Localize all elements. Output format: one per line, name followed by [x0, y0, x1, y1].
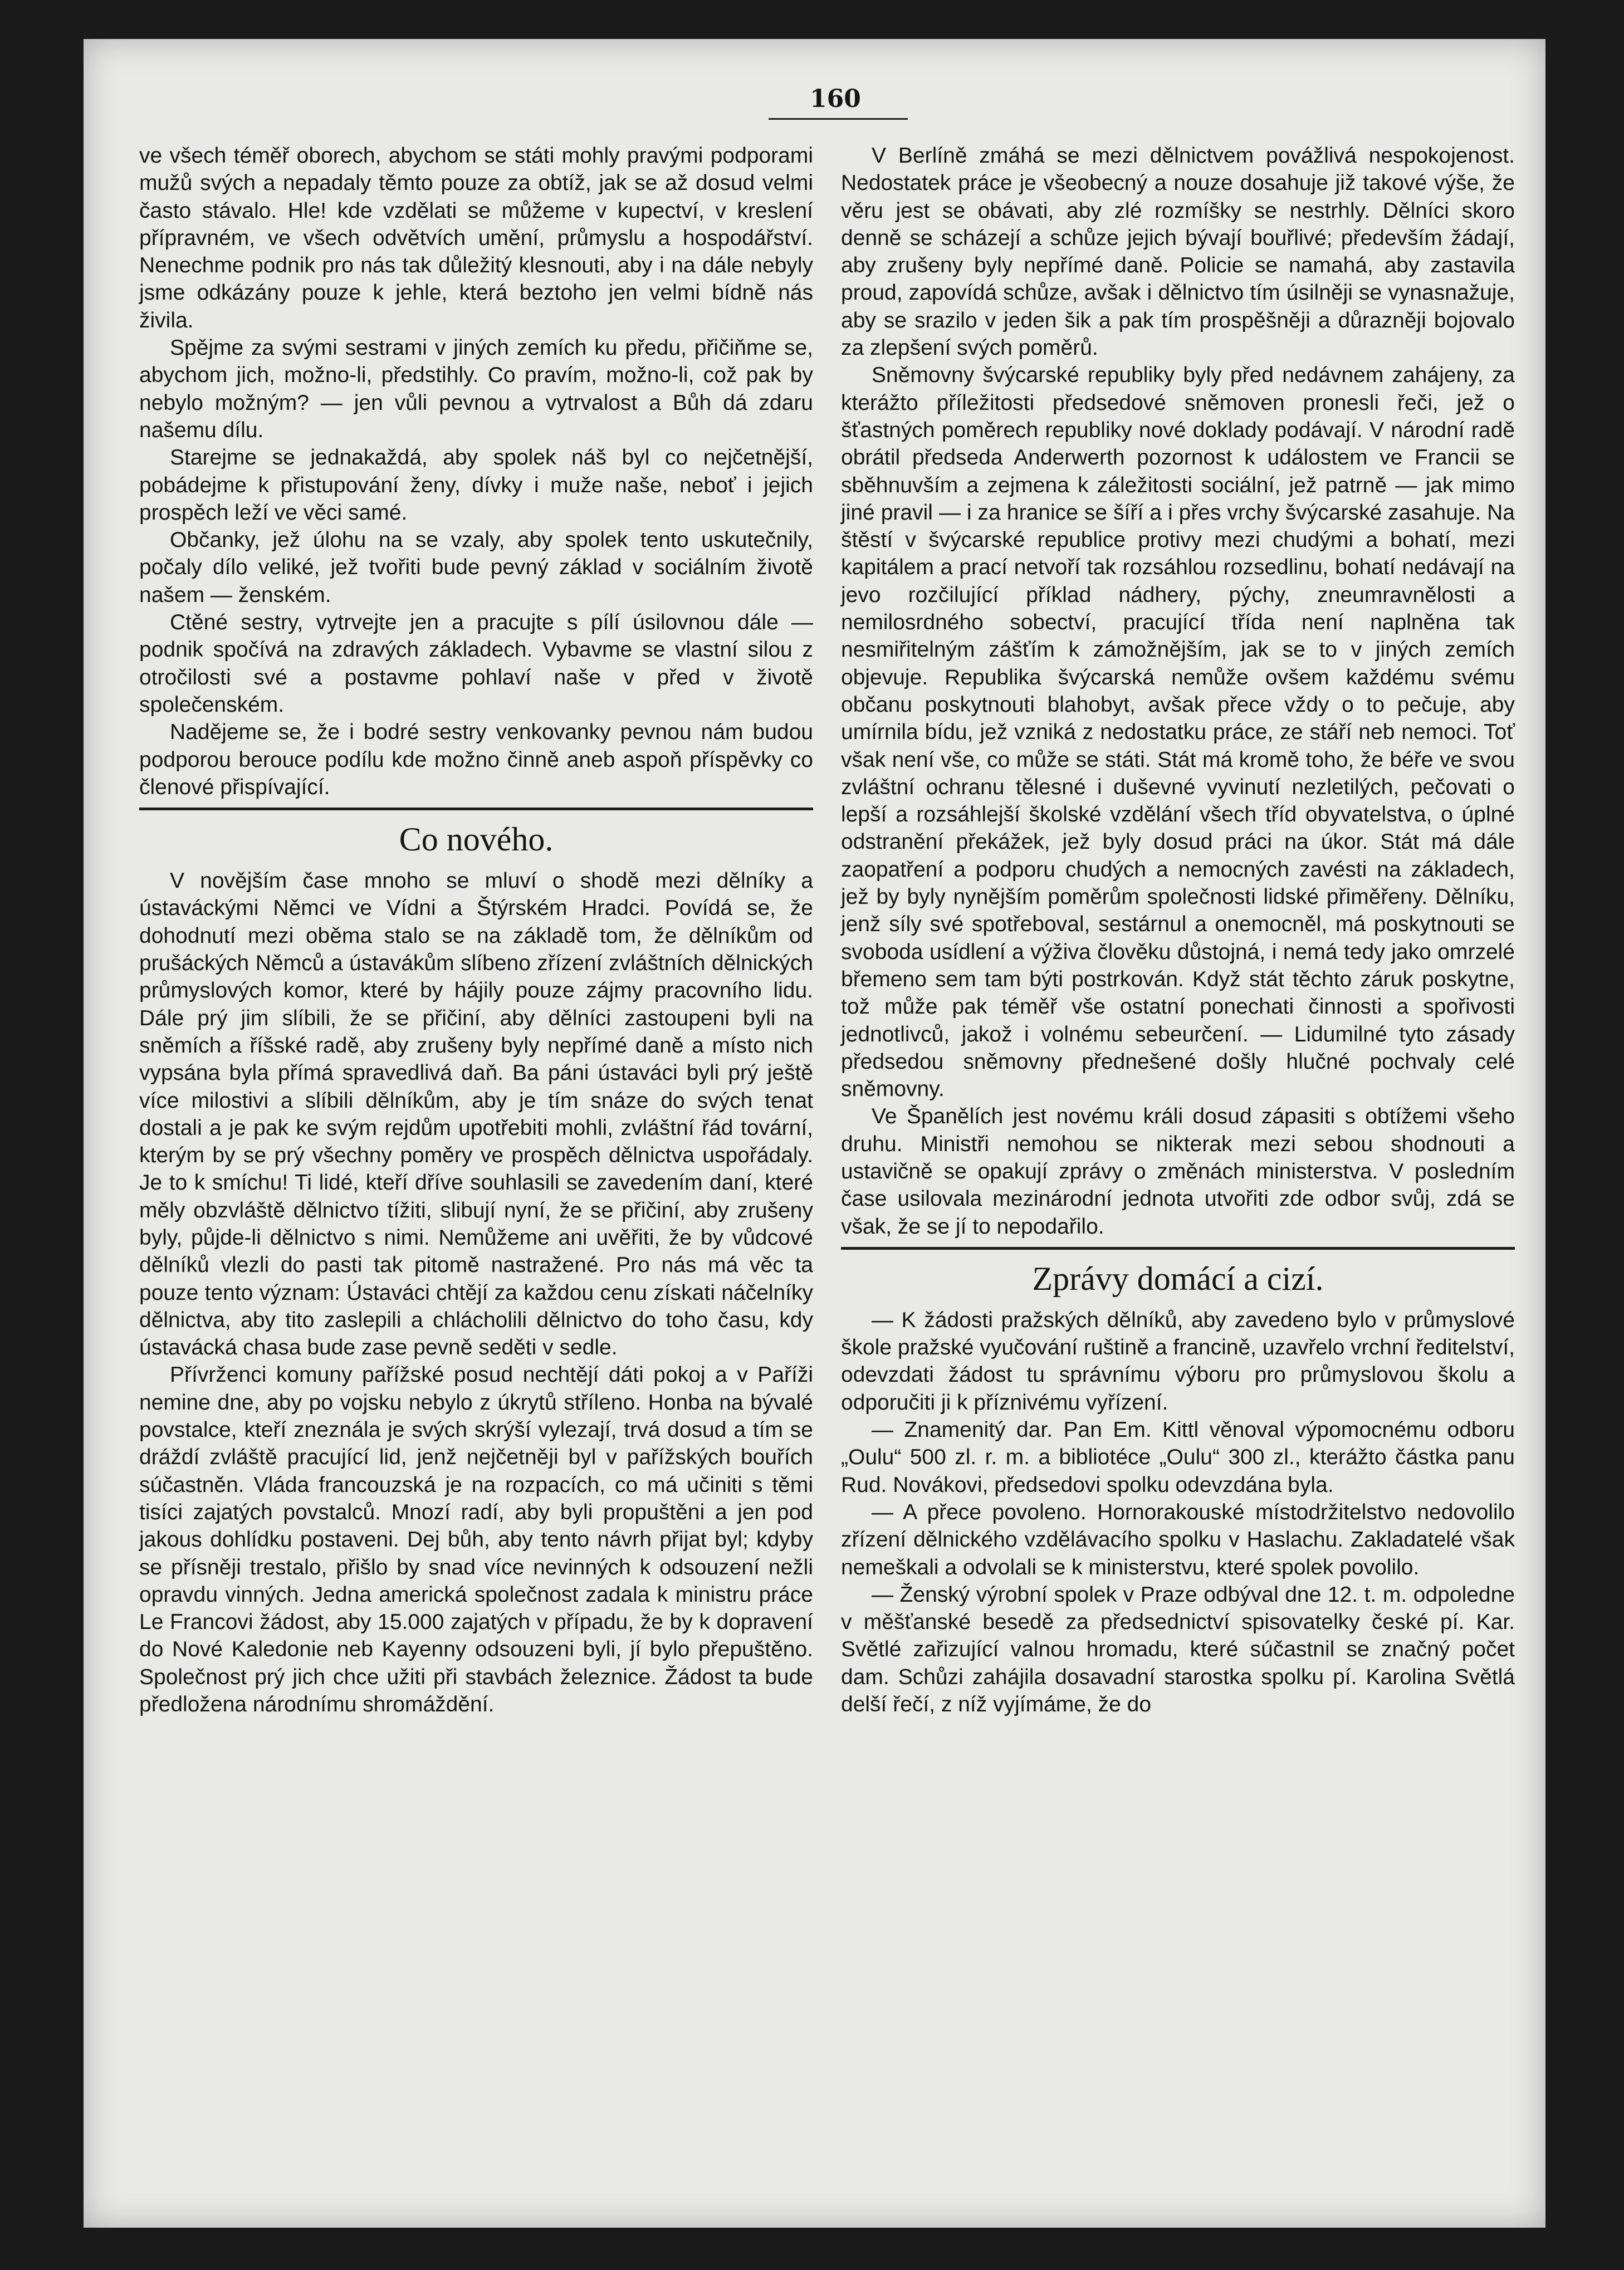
right-column — [841, 142, 1515, 1718]
news-list — [841, 1307, 1515, 1718]
section-divider — [841, 1247, 1515, 1250]
article-paragraph: ve všech téměř oborech, abychom se státi mohly pravými podporami mužů svých a nepadaly těmto pouze za obtíž, jak se až dosud velmi často stávalo. Hle! kde vzdělati se můžeme v kupectví, v kreslení přípravném, ve všech odvětvích umění, průmyslu a hospodářství. Nenechme podnik pro nás tak důležitý klesnouti, aby i na dále nebyly jsme odkázány pouze k jehle, která beztoho jen velmi bídně nás živila. — [139, 144, 813, 332]
news-item: — Ženský výrobní spolek v Praze odbýval dne 12. t. m. odpoledne v měšťanské besedě za předsednictví spisovatelky české pí. Kar. Světlé zařizující valnou hromadu, které súčastnil se značný počet dam. Schůzi zahájila dosavadní starostka spolku pí. Karolina Světlá delší řečí, z níž vyjímáme, že do — [841, 1582, 1515, 1717]
news-item: — K žádosti pražských dělníků, aby zavedeno bylo v průmyslové škole pražské vyučování ruštině a francině, uzavřelo vrchní ředitelství, odevzdati žádost tu správnímu výboru pro průmyslovou školu a odporučiti ji k příznivému vyřízení. — [841, 1308, 1515, 1415]
article-paragraph: Starejme se jednakaždá, aby spolek náš byl co nejčetnější, pobádejme k přistupování ženy, dívky i muže naše, neboť i jejich prospěch leží ve věci samé. — [139, 446, 813, 525]
article-paragraph: Nadějeme se, že i bodré sestry venkovanky pevnou nám budou podporou beroucе podílu kde možno činně aneb aspoň příspěvky co členové přispívající. — [139, 720, 813, 799]
newspaper-page — [84, 39, 1545, 2228]
news-paragraph: Přívrženci komuny pařížské posud nechtějí dáti pokoj a v Paříži nemine dne, aby po vojsku nebylo z úkrytů stříleno. Honba na bývalé povstalce, kteří zneznála je svých skrýší vylezají, trvá dosud a tím se dráždí zvláště pracující lid, jenž nejčetněji byl v pařížských bouřích súčastněn. Vláda francouzská je na rozpacích, co má učiniti s těmi tisíci zajatých povstalců. Mnozí radí, aby byli propuštěni a jen pod jakous dohlídku postaveni. Dej bůh, aby tento návrh přijat byl; kdyby se přísněji trestalo, přišlo by snad více nevinných k odsouzení nežli opravdu vinných. Jedna americká společnost zadala k ministru práce Le Francovi žádost, aby 15.000 zajatých v případu, že by k dopravení do Nové Kaledonie neb Kayenny odsouzeni byli, jí bylo přepuštěno. Společnost prý jich chce užiti při stavbách železnice. Žádost ta bude předložena národnímu shromáždění. — [139, 1363, 813, 1717]
page-number: 160 — [810, 85, 861, 113]
section-title-co-noveho: Co nového. — [399, 821, 554, 858]
article-paragraph: Spějme za svými sestrami v jiných zemích ku předu, přičiňme se, abychom jich, možno-li, předstihly. Co pravím, možno-li, což pak by nebylo možným? — jen vůli pevnou a vytrvalost a Bůh dá zdaru našemu dílu. — [139, 336, 813, 442]
news-paragraph: V novějším čase mnoho se mluví o shodě mezi dělníky a ústaváckými Němci ve Vídni a Štýrském Hradci. Povídá se, že dohodnutí mezi oběma stalo se na základě tom, že dělníkům od prušáckých Němců a ústavákům slíbeno zřízení zvláštních dělnických průmyslových komor, které by hájily pouze zájmy pracovního lidu. Dále prý jim slíbili, že se přičiní, aby dělníci zastoupeni byli na sněmích a říšské radě, aby zrušeny byly nepřímé daně a místo nich vypsána byla přímá spravedlivá daň. Ba páni ústaváci byli prý ještě více milostivi a slíbili dělníkům, aby je tím snáze do svých tenat dostali a je pak ke svým rejdům upotřebiti mohli, zvláštní řád tovární, kterým by se prý všechny poměry ve prospěch dělnictva uspořádaly. Je to k smíchu! Ti lidé, kteří dříve souhlasili se zavedením daní, které měly obzvláště dělnictvo tížiti, slibují nyní, že se přičiní, aby zrušeny byly, půjde-li dělnictvo s nimi. Nemůžeme ani uvěřiti, že by vůdcové dělníků vlezli do pasti tak pitomě nastražené. Pro nás má věc ta pouze tento význam: Ústaváci chtějí za každou cenu získati náčelníky dělnictva, aby tito zaslepili a chlácholili dělnictvo do toho času, kdy ústavácká chasa bude zase pevně seděti v sedle. — [139, 869, 813, 1360]
page-number-rule — [769, 118, 908, 120]
news-item: — A přece povoleno. Hornorakouské místodržitelstvo nedovolilo zřízení dělnického vzdělávacího spolku v Haslachu. Zakladatelé však nemeškali a odvolali se k ministerstvu, které spolek povolilo. — [841, 1500, 1515, 1579]
foreign-news-paragraph: Ve Španělích jest novému králi dosud zápasiti s obtížemi všeho druhu. Ministři nemohou se nikterak mezi sebou shodnouti a ustavičně se opakují zprávy o změnách ministerstva. V posledním čase usilovala mezinárodní jednota utvořiti zde odbor svůj, zdá se však, že se jí to nepodařilo. — [841, 1104, 1515, 1239]
section-title-zpravy: Zprávy domácí a cizí. — [1032, 1260, 1324, 1297]
left-column — [139, 142, 813, 1718]
foreign-news-paragraph: V Berlíně zmáhá se mezi dělnictvem povážlivá nespokojenost. Nedostatek práce je všeobecný a nouze dosahuje již takové výše, že věru jest se obávati, aby zlé rozmíšky se nestrhly. Dělníci skoro denně se scházejí a schůze jejich bývají bouřlivé; především žádají, aby zrušeny byly nepřímé daně. Policie se namahá, aby zastavila proud, zapovídá schůze, avšak i dělnictvo tím úsilněji se vynasnažuje, aby se srazilo v jeden šik a pak tím prospěšněji a důrazněji bojovalo za zlepšení svých poměrů. — [841, 144, 1515, 360]
article-paragraph: Občanky, jež úlohu na se vzaly, aby spolek tento uskutečnily, počaly dílo veliké, jež tvořiti bude pevný základ v sociálním životě našem — ženském. — [139, 528, 813, 607]
foreign-news-paragraph: Sněmovny švýcarské republiky byly před nedávnem zahájeny, za kterážto příležitosti předsedové sněmoven pronesli řeči, jež o šťastných poměrech republiky nové doklady podávají. V národní radě obrátil předseda Anderwerth pozornost k událostem ve Francii se sběhnuvším a zejmena k záležitosti sociální, jež patrně — jak mimo jiné pravil — i za hranice se šíří a i přes vrchy švýcarské zasahuje. Na štěstí v švýcarské republice protivy mezi chudými a bohatí, mezi kapitálem a prací netvoří tak rozsáhlou rozsedlinu, bohatí nedávají na jevo rozčilující příklad nádhery, pýchy, zneumravnělosti a nemilosrdného sobectví, pracující třída není naplněna tak nesmiřitelným zášťím k zámožnějším, jak se to v jiných zemích objevuje. Republika švýcarská nemůže ovšem každému svému občanu poskytnouti blahobyt, avšak přece vždy o to pečuje, aby umírnila bídu, jež vzniká z nedostatku práce, ze stáří neb nemoci. Toť však není vše, co může se státi. Stát má kromě toho, že béře ve svou zvláštní ochranu tělesné i duševné vyvinutí nezletilých, pečovati o lepší a rozsáhlejší školské vzdělání všech tříd obyvatelstva, o úplné odstranění překážek, jež byly dosud práci na úkor. Stát má dále zaopatření a podporu chudých a nemocných zavésti na základech, jež by byly nynějším poměrům společnosti lidské přiměřeny. Dělníku, jenž síly své spotřeboval, sestárnul a onemocněl, má poskytnouti se svoboda usídlení a výživa člověku důstojná, i nemá tedy jako omrzelé břemeno sem tam býti postrkován. Když stát těchto záruk poskytne, tož může pak téměř vše ostatní ponechati činnosti a spořivosti jednotlivců, jakož i volnému sebeurčení. — Lidumilné tyto zásady předsedou sněmovny přednešené došly hlučné pochvaly celé sněmovny. — [841, 363, 1515, 1102]
section-divider — [139, 808, 813, 810]
news-item: — Znamenitý dar. Pan Em. Kittl věnoval výpomocnému odboru „Oulu“ 500 zl. r. m. a bibliotéce „Oulu“ 300 zl., kterážto částka panu Rud. Novákovi, předsedovi spolku odevzdána byla. — [841, 1418, 1515, 1497]
article-paragraph: Ctěné sestry, vytrvejte jen a pracujte s pílí úsilovnou dále — podnik spočívá na zdravých základech. Vybavme se vlastní silou z otročilosti své a postavme pohlaví naše v před v životě společenském. — [139, 610, 813, 717]
